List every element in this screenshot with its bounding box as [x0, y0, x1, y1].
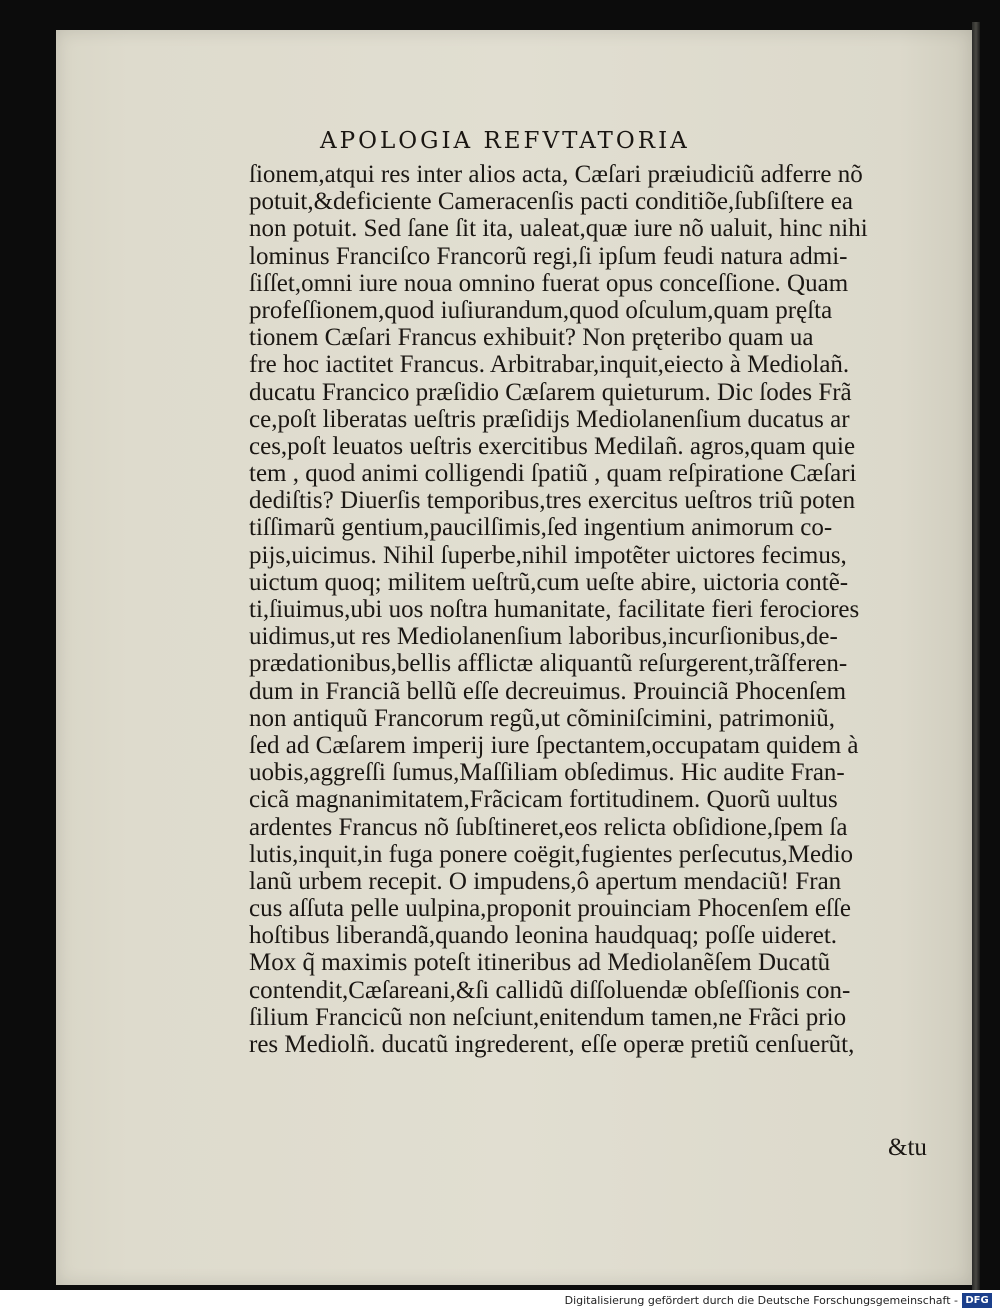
page-edge: [972, 22, 980, 1290]
text-line: ſionem,atqui res inter alios acta, Cæſari præiudiciũ adferre nõ: [249, 161, 863, 188]
text-line: fre hoc iactitet Francus. Arbitrabar,inquit,eiecto à Mediolañ.: [249, 351, 850, 379]
text-line: ducatu Francico præſidio Cæſarem quieturum. Dic ſodes Frã: [249, 378, 852, 406]
text-line: uobis,aggreſſi ſumus,Maſſiliam obſedimus. Hic audite Fran-: [249, 759, 845, 787]
text-line: ces,poſt leuatos ueſtris exercitibus Medilañ. agros,quam quie: [249, 432, 856, 460]
footer-bar: [0, 1290, 1000, 1312]
text-line: lutis,inquit,in fuga ponere coëgit,fugientes perſecutus,Medio: [249, 840, 854, 868]
text-line: non potuit. Sed ſane ſit ita, ualeat,quæ iure nõ ualuit, hinc nihi: [249, 215, 868, 243]
text-line: Mox q̃ maximis poteſt itineribus ad Mediolanẽſem Ducatũ: [249, 949, 831, 977]
text-line: lominus Franciſco Francorũ regi,ſi ipſum feudi natura admi-: [249, 242, 848, 270]
text-line: non antiquũ Francorum regũ,ut cõminiſcimini, patrimoniũ,: [249, 704, 836, 732]
text-line: tem , quod animi colligendi ſpatiũ , quam reſpiratione Cæſari: [249, 460, 857, 488]
text-line: cicã magnanimitatem,Frãcicam fortitudinem. Quorũ uultus: [249, 786, 838, 814]
text-line: cus aſſuta pelle uulpina,proponit prouinciam Phocenſem eſſe: [249, 895, 851, 923]
body-text: [249, 161, 949, 1058]
text-line: profeſſionem,quod iuſiurandum,quod oſculum,quam pręſta: [249, 296, 833, 324]
text-line: prædationibus,bellis afflictæ aliquantũ reſurgerent,trãſferen-: [249, 650, 848, 678]
text-line: uidimus,ut res Mediolanenſium laboribus,incurſionibus,de-: [249, 623, 838, 651]
text-line: dediſtis? Diuerſis temporibus,tres exercitus ueſtros triũ poten: [249, 487, 856, 515]
text-line: hoſtibus liberandã,quando leonina haudquaq; poſſe uideret.: [249, 922, 838, 950]
text-line: potuit,&deficiente Cameracenſis pacti conditiõe,ſubſiſtere ea: [249, 188, 853, 216]
text-line: tiſſimarũ gentium,paucilſimis,ſed ingentium animorum co-: [249, 514, 833, 542]
dfg-logo-icon[interactable]: DFG: [962, 1293, 992, 1308]
text-line: ſed ad Cæſarem imperij iure ſpectantem,occupatam quidem à: [249, 731, 859, 759]
footer-credit: Digitalisierung gefördert durch die Deutsche Forschungsgemeinschaft -: [564, 1294, 958, 1307]
text-line: contendit,Cæſareani,&ſi callidũ diſſoluendæ obſeſſionis con-: [249, 976, 851, 1004]
text-line: pijs,uicimus. Nihil ſuperbe,nihil impotẽter uictores fecimus,: [249, 541, 847, 569]
running-head: APOLOGIA REFVTATORIA: [320, 128, 690, 154]
catchword: &tu: [888, 1134, 927, 1161]
text-line: dum in Franciã bellũ eſſe decreuimus. Prouinciã Phocenſem: [249, 677, 847, 705]
text-line: ardentes Francus nõ ſubſtineret,eos relicta obſidione,ſpem ſa: [249, 813, 848, 841]
text-line: ſilium Francicũ non neſciunt,enitendum tamen,ne Frãci prio: [249, 1003, 847, 1031]
text-line: ſiſſet,omni iure noua omnino fuerat opus conceſſione. Quam: [249, 269, 849, 297]
text-line: ti,ſiuimus,ubi uos noſtra humanitate, facilitate fieri ferociores: [249, 596, 860, 623]
text-line: lanũ urbem recepit. O impudens,ô apertum mendaciũ! Fran: [249, 867, 842, 895]
text-line: res Mediolñ. ducatũ ingrederent, eſſe operæ pretiũ cenſuerũt,: [249, 1031, 855, 1058]
text-line: tionem Cæſari Francus exhibuit? Non pręteribo quam ua: [249, 324, 814, 352]
text-line: ce,poſt liberatas ueſtris præſidijs Mediolanenſium ducatus ar: [249, 405, 850, 433]
text-line: uictum quoq; militem ueſtrũ,cum ueſte abire, uictoria contẽ-: [249, 568, 849, 596]
